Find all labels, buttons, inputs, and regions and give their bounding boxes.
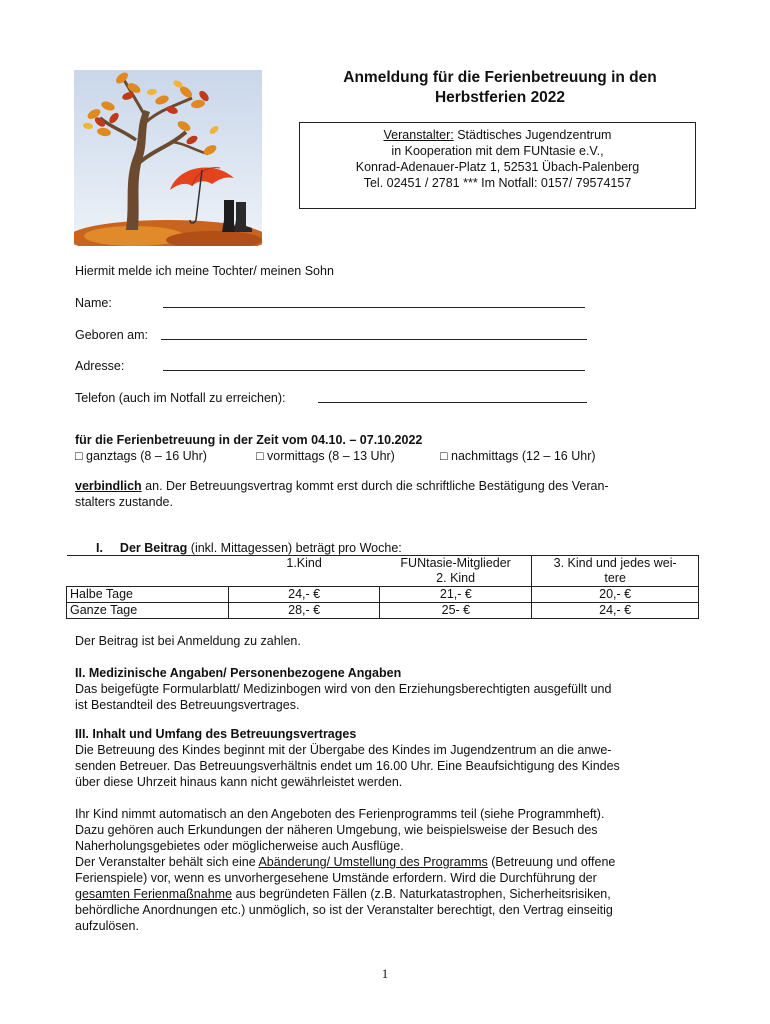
address-label: Adresse: <box>75 359 125 373</box>
title-line-2: Herbstferien 2022 <box>434 89 566 106</box>
fees-header-empty <box>67 556 229 587</box>
fees-col-third-child <box>532 556 699 587</box>
contract-p3-line-1-underlined: Abänderung/ Umstellung des Programms <box>258 855 488 869</box>
organizer-label: Veranstalter: <box>383 128 454 142</box>
period-heading: für die Ferienbetreuung in der Zeit vom 04.10. – 07.10.2022 <box>75 433 423 447</box>
section-medical <box>75 665 697 713</box>
binding-word: verbindlich <box>75 479 142 493</box>
fees-cell: 28,- € <box>228 603 380 619</box>
option-afternoon[interactable]: □ nachmittags (12 – 16 Uhr) <box>440 449 596 463</box>
form-intro: Hiermit melde ich meine Tochter/ meinen Sohn <box>75 264 334 278</box>
section-contract <box>75 726 697 934</box>
organizer-box <box>299 122 696 209</box>
fees-section-title: Der Beitrag <box>119 541 188 555</box>
contract-p2-line-3: Naherholungsgebietes oder möglicherweise auch Ausflüge. <box>75 839 404 853</box>
organizer-line-3: Konrad-Adenauer-Platz 1, 52531 Übach-Palenberg <box>355 160 640 174</box>
title-line-1: Anmeldung für die Ferienbetreuung in den <box>343 69 657 86</box>
organizer-line-1 <box>300 127 695 143</box>
table-row <box>67 587 699 603</box>
fees-col-first-child: 1.Kind <box>228 556 380 587</box>
name-label: Name: <box>75 296 112 310</box>
fees-col-second-child <box>380 556 532 587</box>
fees-header-row <box>67 556 699 587</box>
contract-p3-line-4: behördliche Anordnungen etc.) unmöglich, so ist der Veranstalter berechtigt, den Vertrag einseitig <box>75 903 613 917</box>
section-medical-line-1: Das beigefügte Formularblatt/ Medizinbogen wird von den Erziehungsberechtigten ausgefüllt und <box>75 682 612 696</box>
organizer-name: Städtisches Jugendzentrum <box>453 128 612 142</box>
phone-field[interactable] <box>318 391 587 403</box>
table-row <box>67 603 699 619</box>
name-field[interactable] <box>163 296 585 308</box>
fees-col3-line2: tere <box>604 571 626 585</box>
autumn-tree-umbrella-illustration <box>74 70 262 246</box>
section-medical-line-2: ist Bestandteil des Betreuungsvertrages. <box>75 698 300 712</box>
contract-p1-line-1: Die Betreuung des Kindes beginnt mit der Übergabe des Kindes im Jugendzentrum an die anwe- <box>75 743 612 757</box>
fees-cell: 24,- € <box>228 587 380 603</box>
fees-col3-line1: 3. Kind und jedes wei- <box>553 556 677 570</box>
contract-p3-line-3-underlined: gesamten Ferienmaßnahme <box>75 887 233 901</box>
organizer-line-4: Tel. 02451 / 2781 *** Im Notfall: 0157/ 79574157 <box>363 176 632 190</box>
birth-label: Geboren am: <box>75 328 148 342</box>
option-full-day[interactable]: □ ganztags (8 – 16 Uhr) <box>75 449 207 463</box>
document-title <box>300 68 700 108</box>
fees-table <box>66 555 699 619</box>
contract-p2-line-1: Ihr Kind nimmt automatisch an den Angeboten des Ferienprogramms teil (siehe Programmheft). <box>75 807 605 821</box>
fees-row-label: Ganze Tage <box>67 603 229 619</box>
contract-p3-line-5: aufzulösen. <box>75 919 139 933</box>
fees-cell: 21,- € <box>380 587 532 603</box>
section-medical-heading: II. Medizinische Angaben/ Personenbezogene Angaben <box>75 666 402 680</box>
page-number: 1 <box>381 966 389 981</box>
address-field[interactable] <box>163 359 585 371</box>
address-row <box>75 358 124 374</box>
phone-label: Telefon (auch im Notfall zu erreichen): <box>75 391 286 405</box>
section-contract-heading: III. Inhalt und Umfang des Betreuungsvertrages <box>75 727 357 741</box>
fees-col2-line2: 2. Kind <box>436 571 476 585</box>
binding-line-2: stalters zustande. <box>75 495 173 509</box>
fees-section-number: I. <box>96 541 103 555</box>
contract-p1-line-3: über diese Uhrzeit hinaus kann nicht gewährleistet werden. <box>75 775 403 789</box>
birth-date-field[interactable] <box>161 328 587 340</box>
phone-row <box>75 390 286 406</box>
contract-p1-line-2: senden Betreuer. Das Betreuungsverhältnis endet um 16.00 Uhr. Eine Beaufsichtigung des Kindes <box>75 759 620 773</box>
organizer-line-2: in Kooperation mit dem FUNtasie e.V., <box>391 144 604 158</box>
fees-cell: 25- € <box>380 603 532 619</box>
contract-p3-line-1-a: Der Veranstalter behält sich eine <box>75 855 259 869</box>
contract-p3-line-1 <box>75 854 697 870</box>
fees-section-rest: (inkl. Mittagessen) beträgt pro Woche: <box>187 541 402 555</box>
birth-row <box>75 327 148 343</box>
fees-cell: 24,- € <box>532 603 699 619</box>
contract-p3-line-1-b: (Betreuung und offene <box>487 855 616 869</box>
contract-p3-line-3 <box>75 886 697 902</box>
fees-col2-line1: FUNtasie-Mitglieder <box>400 556 511 570</box>
paragraph-spacer <box>75 790 697 806</box>
fees-cell: 20,- € <box>532 587 699 603</box>
payment-note: Der Beitrag ist bei Anmeldung zu zahlen. <box>75 634 301 648</box>
contract-p2-line-2: Dazu gehören auch Erkundungen der näheren Umgebung, wie beispielsweise der Besuch des <box>75 823 598 837</box>
binding-paragraph <box>75 478 697 510</box>
fees-heading <box>96 540 402 556</box>
binding-line-1 <box>75 478 697 494</box>
option-morning[interactable]: □ vormittags (8 – 13 Uhr) <box>256 449 395 463</box>
binding-line-1-text: an. Der Betreuungsvertrag kommt erst durch die schriftliche Bestätigung des Veran- <box>141 479 609 493</box>
contract-p3-line-3-b: aus begründeten Fällen (z.B. Naturkatastrophen, Sicherheitsrisiken, <box>232 887 611 901</box>
contract-p3-line-2: Ferienspiele) vor, wenn es unvorhergesehene Umstände erfordern. Wird die Durchführung der <box>75 871 597 885</box>
fees-row-label: Halbe Tage <box>67 587 229 603</box>
